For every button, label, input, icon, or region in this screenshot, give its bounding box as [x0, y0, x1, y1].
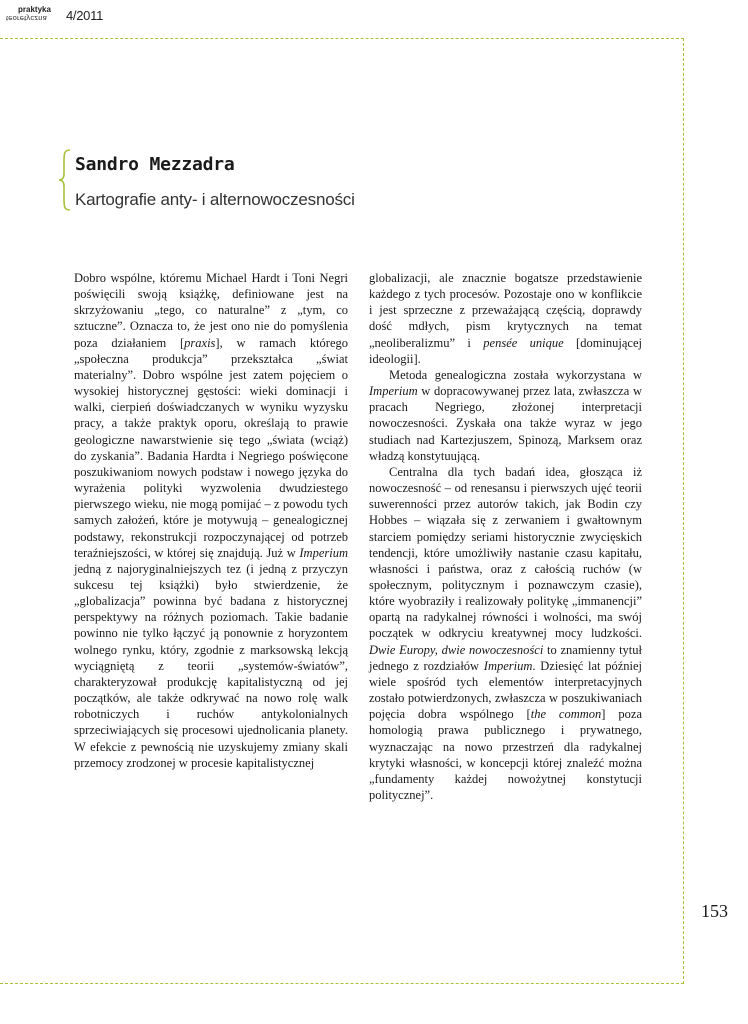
- page-frame-top: [0, 38, 684, 39]
- text-column-right: [369, 270, 642, 803]
- page-frame-right: [683, 38, 684, 984]
- curly-brace-icon: [58, 148, 72, 212]
- paragraph: globalizacji, ale znacznie bogatsze przedstawienie każdego z tych procesów. Pozostaje ono w konflikcie i jest sprzeczne z przeważającą częścią, doprawdy dość mdłych, pism krytycznych na temat „neoliberalizmu” i pensée unique [dominującej ideologii].: [369, 271, 643, 366]
- article-author: Sandro Mezzadra: [75, 154, 235, 175]
- logo-word-top: praktyka: [18, 5, 51, 14]
- paragraph: Dobro wspólne, któremu Michael Hardt i Toni Negri poświęcili swoją książkę, definiowane jest na skrzyżowaniu „tego, co naturalne” z „tym, co sztuczne”. Oznacza to, że jest ono nie do pomyślenia poza działaniem [praxis], w ramach którego „społeczna produkcja” przekształca „świat materialny”. Dobro wspólne jest zatem pojęciem o wysokiej historycznej gęstości: wieki dominacji i walki, cierpień doświadczanych w wyniku wyzysku pracy, a także praktyk oporu, określają to prawie geologiczne nawarstwienie się tego „świata (wciąż) do zyskania”. Badania Hardta i Negriego poświęcone poszukiwaniom nowych podstaw i nowego języka do wyrażenia polityki wyzwolenia dwudziestego pierwszego wieku, nie mogą pomijać – z powodu tych samych założeń, które je motywują – genealogicznej podstawy, rekonstrukcji rozpoczynającej od potrzeb teraźniejszości, w której się znajdują. Już w Imperium jedną z najoryginalniejszych tez (i jedną z przyczyn sukcesu tej książki) było stwierdzenie, że „globalizacja” powinna być badana z historycznej perspektywy na różnych poziomach. Takie badanie powinno nie tylko łączyć ją ponownie z horyzontem wolnego rynku, który, zgodnie z marksowską lekcją wyciągniętą z teorii „systemów-światów”, charakteryzował produkcję kapitalistyczną od jej początków, ale także odkrywać na nowo rolę walk robotniczych i ruchów antykolonialnych sprzeciwiających się procesowi ujednolicania planety. W efekcie z pewnością nie uzyskujemy zmiany skali przemocy zrodzonej w procesie kapitalistycznej: [74, 271, 349, 770]
- logo-word-bottom: teoretyczna: [6, 14, 47, 23]
- page-number: 153: [701, 901, 728, 921]
- paragraph: Metoda genealogiczna została wykorzystana w Imperium w dopracowywanej przez lata, zwłaszcza w pracach Negriego, złożonej interpretacji nowoczesności. Zyskała ona także wyraz w jego studiach nad Kartezjuszem, Spinozą, Marksem oraz władzą konstytuującą.: [369, 367, 642, 463]
- article-title: Kartografie anty- i alternowoczesności: [75, 190, 355, 209]
- issue-number: 4/2011: [66, 8, 103, 23]
- text-column-left: [74, 270, 348, 771]
- paragraph: Centralna dla tych badań idea, głosząca iż nowoczesność – od renesansu i pierwszych ujęć teorii suwerenności przez autorów takich, jak Bodin czy Hobbes – wiązała się z zerwaniem i gwałtownym starciem pomiędzy seriami historycznie zwycięskich tendencji, które umożliwiły nastanie czasu kapitału, własności i państwa, oraz z całością ruchów (w społecznym, politycznym i poznawczym czasie), które wyobraziły i realizowały politykę „immanencji” opartą na radykalnej równości i wolności, ma swój początek w odkryciu kreatywnej mocy ludzkości. Dwie Europy, dwie nowoczesności to znamienny tytuł jednego z rozdziałów Imperium. Dziesięć lat później wiele spośród tych elementów interpretacyjnych zostało potwierdzonych, zwłaszcza w poszukiwaniach pojęcia dobra wspólnego [the common] poza homologią prawa publicznego i prywatnego, wyznaczając na nowo przestrzeń dla radykalnej krytyki własności, w koncepcji której znaleźć można „fundamenty każdej nowożytnej konstytucji politycznej”.: [369, 464, 643, 802]
- page-frame-bottom: [0, 983, 684, 984]
